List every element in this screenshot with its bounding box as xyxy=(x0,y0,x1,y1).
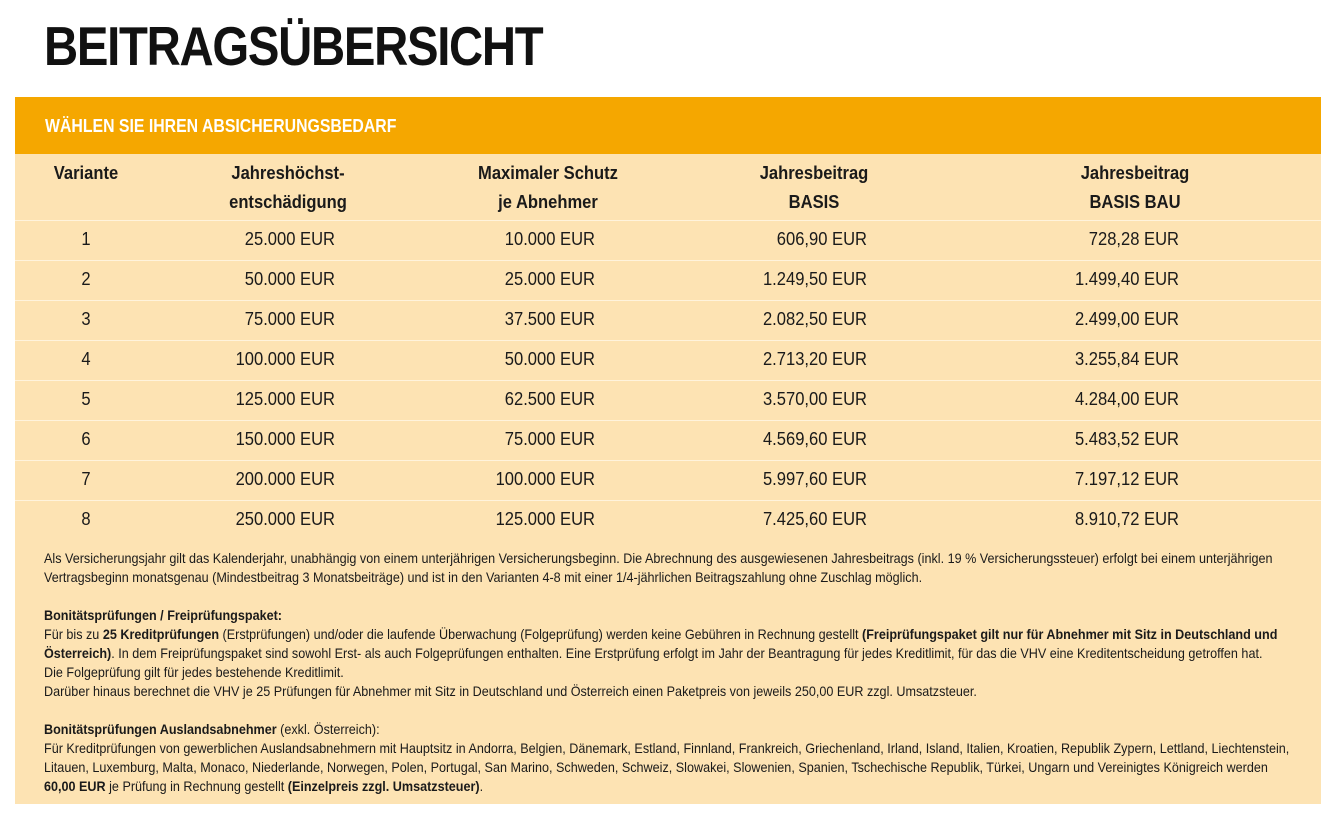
note-ausland-line-3: 60,00 EUR je Prüfung in Rechnung gestellt (Einzelpreis zzgl. Umsatzsteuer). xyxy=(44,778,484,794)
note-ausland-heading: Bonitätsprüfungen Auslandsabnehmer (exkl. Österreich): xyxy=(44,721,380,737)
cell-variante: 2 xyxy=(81,269,91,289)
cell-basis-bau: 728,28 EUR xyxy=(1088,229,1179,249)
cell-basis: 7.425,60 EUR xyxy=(762,509,867,529)
table-row xyxy=(15,220,1321,261)
table-row xyxy=(15,460,1321,501)
cell-basis: 2.713,20 EUR xyxy=(762,349,867,369)
cell-basis: 5.997,60 EUR xyxy=(762,469,867,489)
table-row xyxy=(15,300,1321,341)
cell-variante: 7 xyxy=(81,469,91,489)
cell-variante: 1 xyxy=(81,229,91,249)
cell-basis: 606,90 EUR xyxy=(776,229,867,249)
cell-jahreshoechst: 75.000 EUR xyxy=(244,309,335,329)
note-bonitaet-line-2: Österreich). In dem Freiprüfungspaket sind sowohl Erst- als auch Folgeprüfungen enthalten. Eine Erstprüfung erfolgt im Jahr der Beantragung für jedes Kreditlimit, für das die VHV eine Kreditentscheidung getroffen hat. xyxy=(44,645,1263,661)
cell-max-schutz: 10.000 EUR xyxy=(504,229,595,249)
footnotes xyxy=(44,549,1309,796)
header-jahreshoechst: Jahreshöchst- entschädigung xyxy=(229,163,347,212)
cell-jahreshoechst: 50.000 EUR xyxy=(244,269,335,289)
cell-jahreshoechst: 200.000 EUR xyxy=(235,469,335,489)
pricing-panel xyxy=(15,97,1321,804)
table-row xyxy=(15,380,1321,421)
cell-max-schutz: 25.000 EUR xyxy=(504,269,595,289)
cell-max-schutz: 100.000 EUR xyxy=(495,469,595,489)
cell-max-schutz: 50.000 EUR xyxy=(504,349,595,369)
table-row xyxy=(15,260,1321,301)
table-row xyxy=(15,420,1321,461)
cell-max-schutz: 125.000 EUR xyxy=(495,509,595,529)
header-basis: Jahresbeitrag BASIS xyxy=(759,163,869,212)
cell-max-schutz: 62.500 EUR xyxy=(504,389,595,409)
note-bonitaet-line-4: Darüber hinaus berechnet die VHV je 25 Prüfungen für Abnehmer mit Sitz in Deutschland und Österreich einen Paketpreis von jeweils 250,00 EUR zzgl. Umsatzsteuer. xyxy=(44,683,977,699)
cell-variante: 5 xyxy=(81,389,91,409)
page-title: BEITRAGSÜBERSICHT xyxy=(44,15,543,77)
table-row xyxy=(15,340,1321,381)
note-intro-line-2: Vertragsbeginn monatsgenau (Mindestbeitrag 3 Monatsbeiträge) und ist in den Varianten 4-8 mit einer 1/4-jährlichen Beitragszahlung ohne Zuschlag möglich. xyxy=(44,569,923,585)
cell-max-schutz: 75.000 EUR xyxy=(504,429,595,449)
note-bonitaet-line-1: Für bis zu 25 Kreditprüfungen (Erstprüfungen) und/oder die laufende Überwachung (Folgeprüfung) werden keine Gebühren in Rechnung gestellt (Freiprüfungspaket gilt nur für Abnehmer mit Sitz in Deutschland und xyxy=(44,626,1278,642)
note-bonitaet-line-3: Die Folgeprüfung gilt für jedes bestehende Kreditlimit. xyxy=(44,664,344,680)
cell-variante: 6 xyxy=(81,429,91,449)
cell-basis: 4.569,60 EUR xyxy=(762,429,867,449)
section-band-label: WÄHLEN SIE IHREN ABSICHERUNGSBEDARF xyxy=(45,116,397,136)
note-intro-line-1: Als Versicherungsjahr gilt das Kalenderjahr, unabhängig von einem unterjährigen Versicherungsbeginn. Die Abrechnung des ausgewiesenen Jahresbeitrags (inkl. 19 % Versicherungssteuer) erfolgt bei einem unterjährigen xyxy=(44,550,1273,566)
cell-max-schutz: 37.500 EUR xyxy=(504,309,595,329)
note-ausland-line-1: Für Kreditprüfungen von gewerblichen Auslandsabnehmern mit Hauptsitz in Andorra, Belgien, Dänemark, Estland, Finnland, Frankreich, Griechenland, Irland, Island, Italien, Kroatien, Republik Zypern, Lettland, Liechtenstein, xyxy=(44,740,1290,756)
cell-jahreshoechst: 150.000 EUR xyxy=(235,429,335,449)
cell-basis-bau: 3.255,84 EUR xyxy=(1074,349,1179,369)
cell-basis-bau: 1.499,40 EUR xyxy=(1074,269,1179,289)
cell-basis-bau: 5.483,52 EUR xyxy=(1074,429,1179,449)
cell-basis-bau: 8.910,72 EUR xyxy=(1074,509,1179,529)
cell-basis: 3.570,00 EUR xyxy=(762,389,867,409)
cell-variante: 3 xyxy=(81,309,91,329)
note-bonitaet-heading: Bonitätsprüfungen / Freiprüfungspaket: xyxy=(44,607,283,623)
cell-basis-bau: 4.284,00 EUR xyxy=(1074,389,1179,409)
header-variante: Variante xyxy=(53,163,119,183)
cell-basis-bau: 7.197,12 EUR xyxy=(1074,469,1179,489)
header-basis-bau: Jahresbeitrag BASIS BAU xyxy=(1080,163,1190,212)
cell-jahreshoechst: 125.000 EUR xyxy=(235,389,335,409)
cell-jahreshoechst: 250.000 EUR xyxy=(235,509,335,529)
cell-basis: 2.082,50 EUR xyxy=(762,309,867,329)
cell-basis-bau: 2.499,00 EUR xyxy=(1074,309,1179,329)
header-max-schutz: Maximaler Schutz je Abnehmer xyxy=(478,163,618,212)
cell-basis: 1.249,50 EUR xyxy=(762,269,867,289)
section-band xyxy=(15,97,1321,154)
note-ausland-line-2: Litauen, Luxemburg, Malta, Monaco, Niederlande, Norwegen, Polen, Portugal, San Marino, Schweden, Schweiz, Slowakei, Slowenien, Spanien, Tschechische Republik, Türkei, Ungarn und Vereinigtes Königreich werden xyxy=(44,759,1268,775)
cell-jahreshoechst: 25.000 EUR xyxy=(244,229,335,249)
cell-variante: 4 xyxy=(81,349,91,369)
table-row xyxy=(15,500,1321,541)
cell-variante: 8 xyxy=(81,509,91,529)
cell-jahreshoechst: 100.000 EUR xyxy=(235,349,335,369)
